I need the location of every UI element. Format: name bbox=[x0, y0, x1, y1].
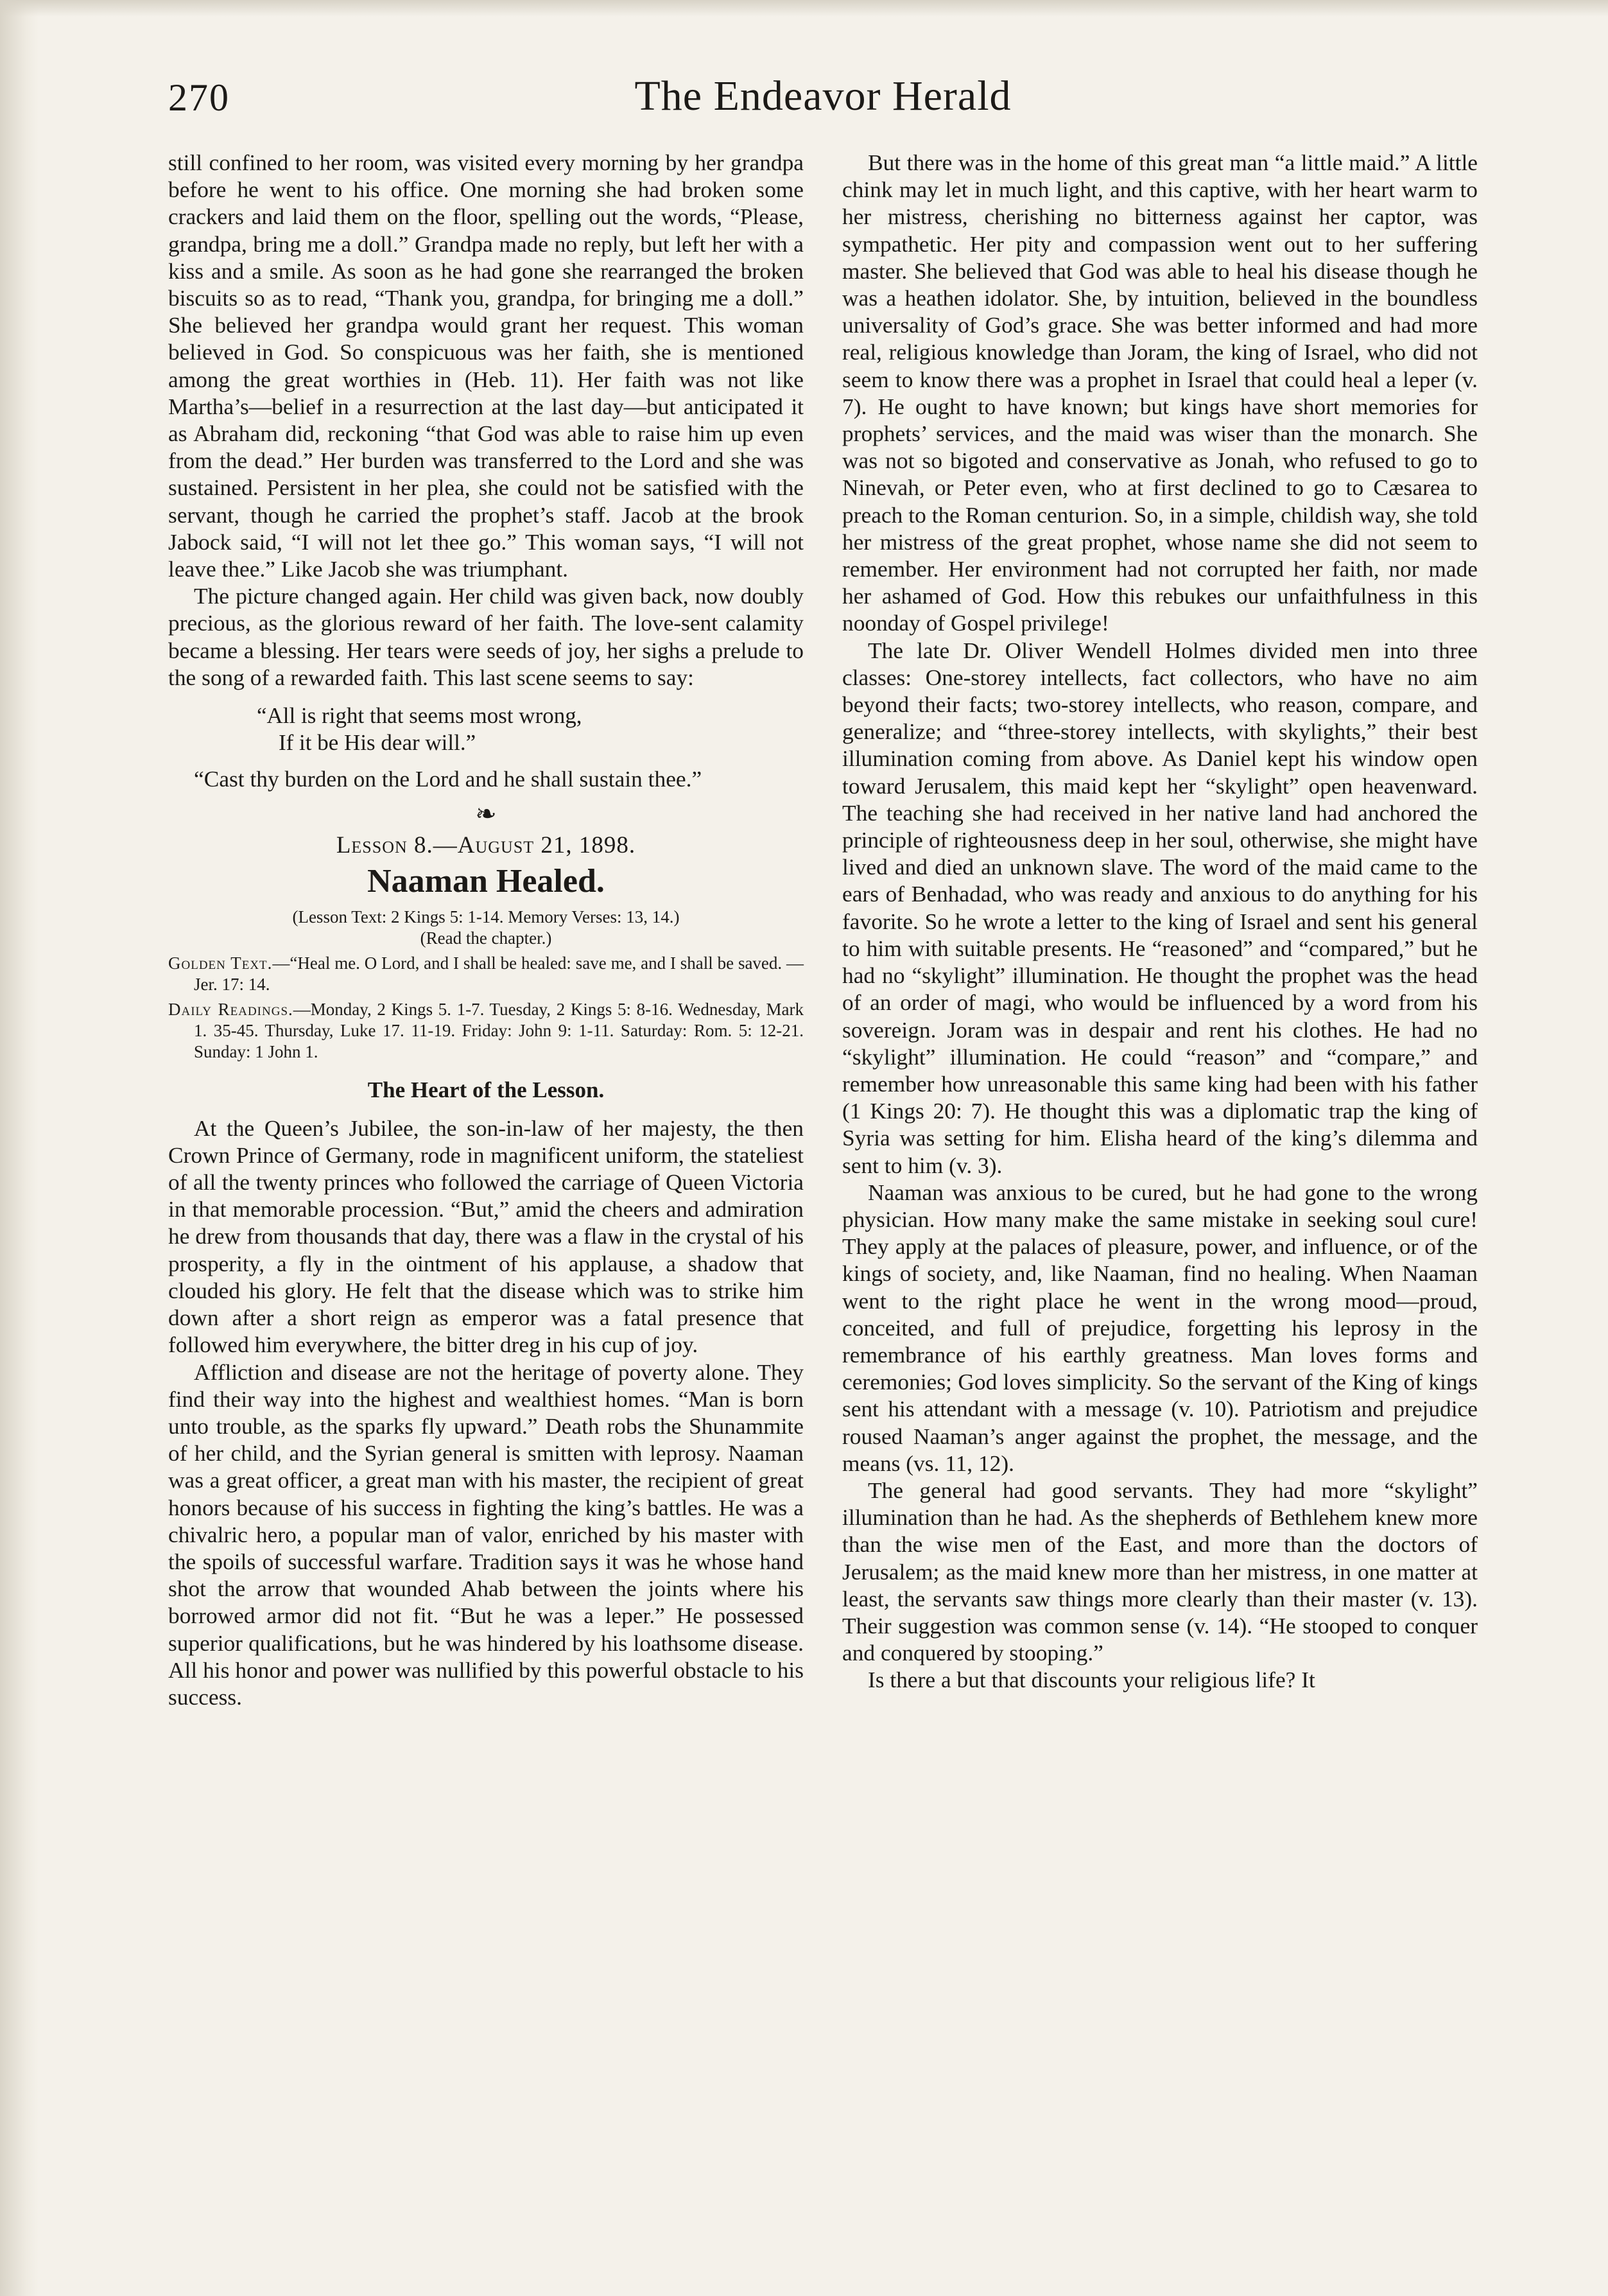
ornament-icon: ❧ bbox=[475, 799, 497, 829]
lesson-title: Naaman Healed. bbox=[367, 863, 605, 900]
verse-quote bbox=[257, 702, 804, 756]
scan-edge-left bbox=[0, 0, 39, 2296]
golden-text-label: Golden Text. bbox=[168, 953, 273, 973]
paragraph: “Cast thy burden on the Lord and he shall sustain thee.” bbox=[194, 766, 702, 792]
daily-readings-body: —Monday, 2 Kings 5. 1-7. Tuesday, 2 Kings 5: 8-16. Wednesday, Mark 1. 35-45. Thursday, Luke 17. 11-19. Friday: John 9: 1-11. Saturday: Rom. 5: 12-21. Sunday: 1 John 1. bbox=[194, 1000, 804, 1062]
paragraph: The picture changed again. Her child was given back, now doubly precious, as the glorious reward of her faith. The love-sent calamity became a blessing. Her tears were seeds of joy, her sighs a prelude to the song of a rewarded faith. This last scene seems to say: bbox=[168, 583, 804, 690]
daily-readings bbox=[168, 999, 804, 1063]
paragraph: Naaman was anxious to be cured, but he had gone to the wrong physician. How many make the same mistake in seeking soul cure! They apply at the palaces of pleasure, power, and influence, or of the kings of society, and, like Naaman, find no healing. When Naaman went to the right place he went in the wrong mood—proud, conceited, and full of prejudice, forgetting his leprosy in the remembrance of his earthly greatness. Man loves forms and ceremonies; God loves simplicity. So the servant of the King of kings sent his attendant with a message (v. 10). Patriotism and prejudice roused Naaman’s anger against the prophet, the message, and the means (vs. 11, 12). bbox=[842, 1179, 1478, 1476]
scan-edge-top bbox=[0, 0, 1608, 17]
paragraph: But there was in the home of this great man “a little maid.” A little chink may let in much light, and this captive, with her heart warm to her mistress, cherishing no bitterness against her captor, was sympathetic. Her pity and compassion went out to her suffering master. She believed that God was able to heal his disease though he was a heathen idolator. She, by intuition, believed in the boundless universality of God’s grace. She was better informed and had more real, religious knowledge than Joram, the king of Israel, who did not seem to know there was a prophet in Israel that could heal a leper (v. 7). He ought to have known; but kings have short memories for prophets’ services, and the maid was wiser than the monarch. She was not so bigoted and conservative as Jonah, who refused to go to Ninevah, or Peter even, who at first declined to go to Cæsarea to preach to the Roman centurion. So, in a simple, childish way, she told her mistress of the great prophet, whose name she did not seem to remember. Her environment had not corrupted her faith, nor made her ashamed of God. How this rebukes our unfaithfulness in this noonday of Gospel privilege! bbox=[842, 150, 1478, 636]
paragraph: At the Queen’s Jubilee, the son-in-law of her majesty, the then Crown Prince of Germany, rode in magnificent uniform, the stateliest of all the twenty princes who followed the carriage of Queen Victoria in that memorable procession. “But,” amid the cheers and admiration he drew from thousands that day, there was a flaw in the crystal of his prosperity, a fly in the ointment of his applause, a shadow that clouded his glory. He felt that the disease which was to strike him down after a short reign as emperor was a fatal presence that followed him everywhere, the bitter dreg in his cup of joy. bbox=[168, 1115, 804, 1358]
paragraph: The general had good servants. They had more “skylight” illumination than he had. As the shepherds of Bethlehem knew more than the wise men of the East, and more than the doctors of Jerusalem; as the maid knew more than her mistress, in one matter at least, the servants saw things more clearly than their master (v. 13). Their suggestion was common sense (v. 14). “He stooped to conquer and conquered by stooping.” bbox=[842, 1477, 1478, 1666]
golden-text bbox=[168, 953, 804, 995]
page-number: 270 bbox=[168, 76, 230, 119]
golden-text-body: —“Heal me. O Lord, and I shall be healed: save me, and I shall be saved. —Jer. 17: 14. bbox=[194, 953, 804, 995]
paragraph: Is there a but that discounts your religious life? It bbox=[868, 1667, 1315, 1693]
paragraph: still confined to her room, was visited every morning by her grandpa before he went to his office. One morning she had broken some crackers and laid them on the floor, spelling out the words, “Please, grandpa, bring me a doll.” Grandpa made no reply, but left her with a kiss and a smile. As soon as he had gone she rearranged the broken biscuits so as to read, “Thank you, grandpa, for bringing me a doll.” She believed her grandpa would grant her request. This woman believed in God. So conspicuous was her faith, she is mentioned among the great worthies in (Heb. 11). Her faith was not like Martha’s—belief in a resurrection at the last day—but anticipated it as Abraham did, reckoning “that God was able to raise him up even from the dead.” Her burden was transferred to the Lord and she was sustained. Persistent in her plea, she could not be satisfied with the servant, though he carried the prophet’s staff. Jacob at the brook Jabock said, “I will not let thee go.” This woman says, “I will not leave thee.” Like Jacob she was triumphant. bbox=[168, 150, 804, 582]
page-header bbox=[168, 69, 1478, 134]
lesson-number: Lesson 8.—August 21, 1898. bbox=[336, 832, 636, 859]
verse-line: “All is right that seems most wrong, bbox=[257, 703, 582, 729]
paragraph: Affliction and disease are not the heritage of poverty alone. They find their way into the highest and wealthiest homes. “Man is born unto trouble, as the sparks fly upward.” Death robs the Shunammite of her child, and the Syrian general is smitten with leprosy. Naaman was a great officer, a great man with his master, the recipient of great honors because of his success in fighting the king’s battles. He was a chivalric hero, a popular man of valor, enriched by his master with the spoils of successful warfare. Tradition says it was he whose hand shot the arrow that wounded Ahab between the joints where his borrowed armor did not fit. “But he was a leper.” He possessed superior qualifications, but he was hindered by his loathsome disease. All his honor and power was nullified by this powerful obstacle to his success. bbox=[168, 1359, 804, 1710]
daily-readings-label: Daily Readings. bbox=[168, 1000, 293, 1020]
read-chapter-note: (Read the chapter.) bbox=[420, 928, 552, 948]
left-column bbox=[168, 149, 804, 1710]
lesson-text-ref: (Lesson Text: 2 Kings 5: 1-14. Memory Verses: 13, 14.) bbox=[292, 907, 680, 927]
paragraph: The late Dr. Oliver Wendell Holmes divided men into three classes: One-storey intellects, fact collectors, who have no aim beyond their facts; two-storey intellects, who reason, compare, and generalize; and “three-storey intellects, with skylights,” their best illumination coming from above. As Daniel kept his window open toward Jerusalem, this maid kept her “skylight” open heavenward. The teaching she had received in her native land had anchored the principle of righteousness deep in her soul, otherwise, she might have lived and died an unknown slave. The word of the maid came to the ears of Benhadad, who was ready and anxious to do anything for his favorite. So he wrote a letter to the king of Israel and sent his general to him with suitable presents. He “reasoned” and “compared,” but he had no “skylight” illumination. He thought the prophet was the head of an order of magi, who would be influenced by a word from his sovereign. Joram was in despair and rent his clothes. He had no “skylight” illumination. He could “reason” and “compare,” and remember how unreasonable this same king had been with his father (1 Kings 20: 7). He thought this was a diplomatic trap the king of Syria was setting for him. Elisha heard of the king’s dilemma and sent to him (v. 3). bbox=[842, 637, 1478, 1178]
running-title: The Endeavor Herald bbox=[634, 73, 1012, 119]
section-heading: The Heart of the Lesson. bbox=[367, 1077, 605, 1103]
right-column bbox=[842, 149, 1478, 1694]
verse-line: If it be His dear will.” bbox=[279, 730, 476, 756]
